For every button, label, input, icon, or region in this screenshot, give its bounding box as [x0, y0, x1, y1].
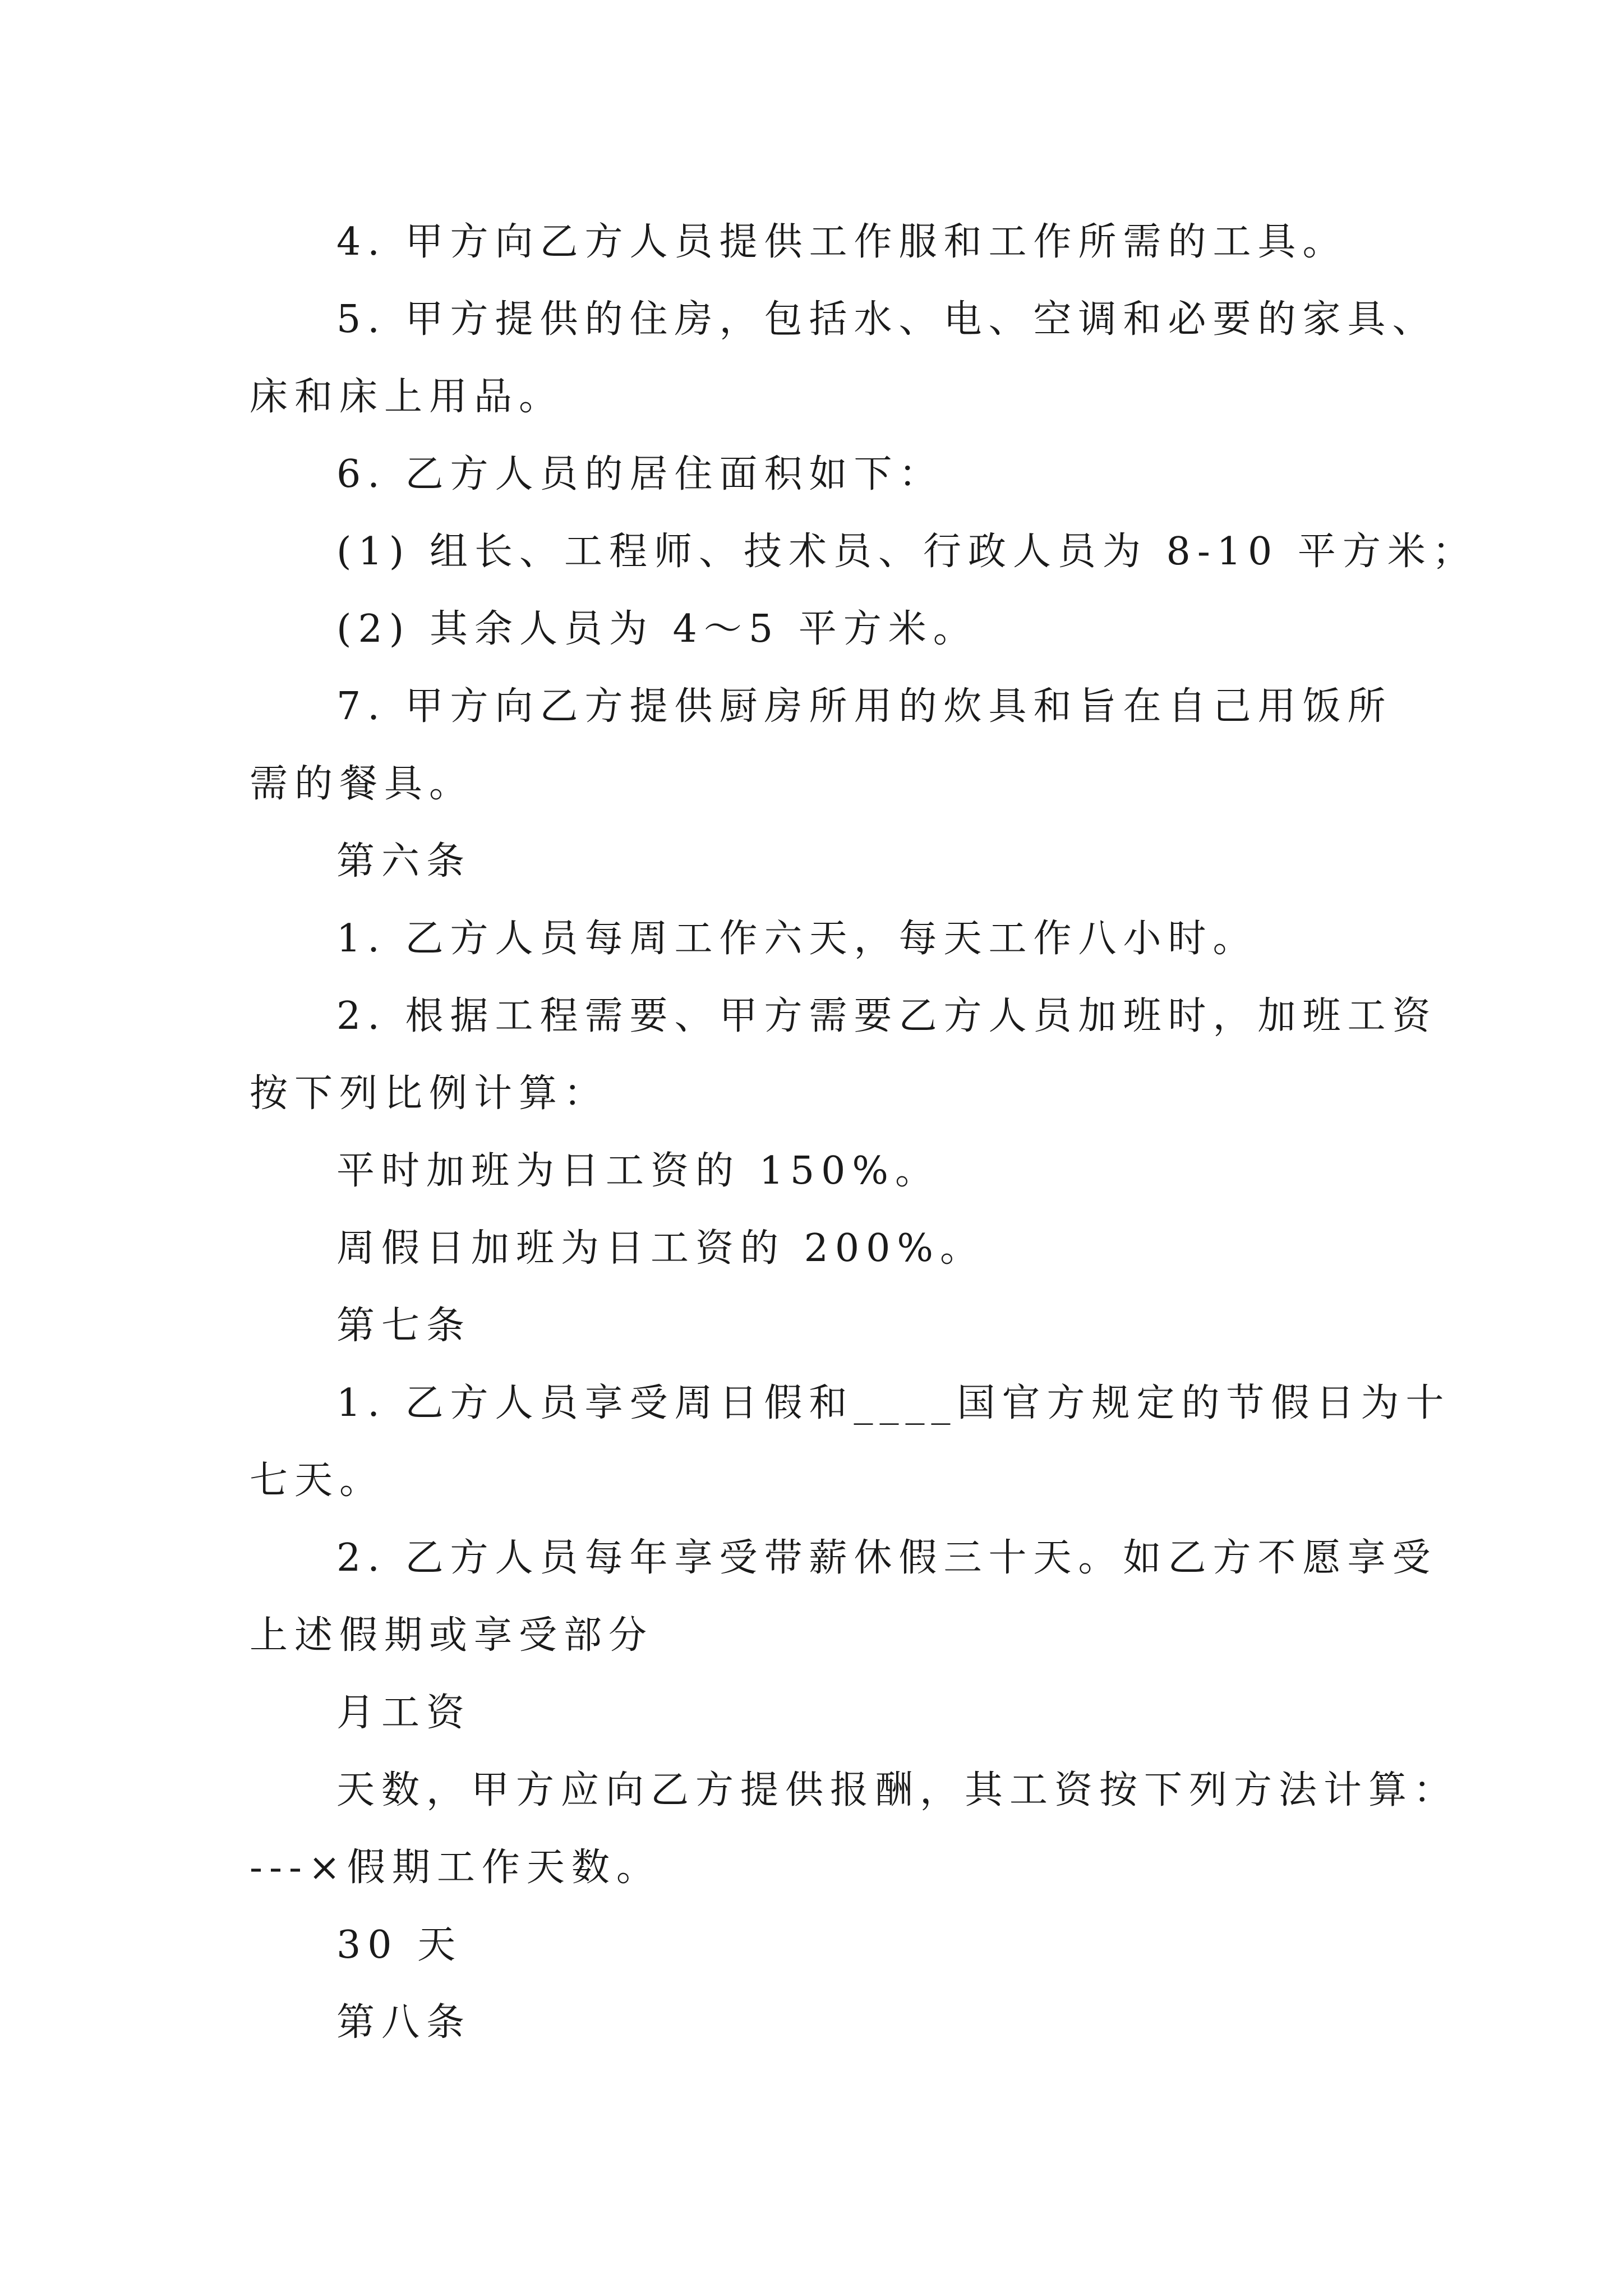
- clause-5-item-5: 5. 甲方提供的住房，包括水、电、空调和必要的家具、: [336, 297, 1437, 342]
- clause-6-item-1: 1. 乙方人员每周工作六天，每天工作八小时。: [336, 917, 1258, 961]
- clause-6-item-2-cont: 按下列比例计算：: [250, 1071, 609, 1116]
- clause-5-item-4: 4. 甲方向乙方人员提供工作服和工作所需的工具。: [336, 220, 1348, 264]
- clause-5-item-7: 7. 甲方向乙方提供厨房所用的炊具和旨在自己用饭所: [336, 684, 1393, 729]
- clause-6-item-2: 2. 根据工程需要、甲方需要乙方人员加班时，加班工资: [336, 994, 1437, 1038]
- clause-8-heading: 第八条: [336, 2000, 472, 2045]
- clause-7-item-1: 1. 乙方人员享受周日假和____国官方规定的节假日为十: [336, 1381, 1451, 1425]
- clause-7-item-2: 2. 乙方人员每年享受带薪休假三十天。如乙方不愿享受: [336, 1536, 1437, 1580]
- clause-5-item-6: 6. 乙方人员的居住面积如下：: [336, 452, 944, 496]
- clause-7-item-1-cont: 七天。: [250, 1458, 385, 1503]
- clause-5-item-6-sub-1: (1) 组长、工程师、技术员、行政人员为 8-10 平方米；: [336, 530, 1477, 574]
- formula-fraction-line: ---×假期工作天数。: [250, 1846, 661, 1890]
- clause-7-heading: 第七条: [336, 1304, 472, 1348]
- clause-7-item-2-cont: 上述假期或享受部分: [250, 1613, 654, 1658]
- clause-6-heading: 第六条: [336, 839, 472, 884]
- clause-5-item-5-cont: 床和床上用品。: [250, 375, 564, 419]
- clause-5-item-6-sub-2: (2) 其余人员为 4～5 平方米。: [336, 607, 978, 651]
- clause-6-overtime-holiday: 周假日加班为日工资的 200%。: [336, 1226, 985, 1271]
- formula-text: 天数，甲方应向乙方提供报酬，其工资按下列方法计算：: [336, 1768, 1459, 1812]
- formula-numerator: 月工资: [336, 1691, 472, 1735]
- clause-6-overtime-weekday: 平时加班为日工资的 150%。: [336, 1149, 940, 1193]
- formula-denominator: 30 天: [336, 1923, 463, 1967]
- clause-5-item-7-cont: 需的餐具。: [250, 762, 474, 806]
